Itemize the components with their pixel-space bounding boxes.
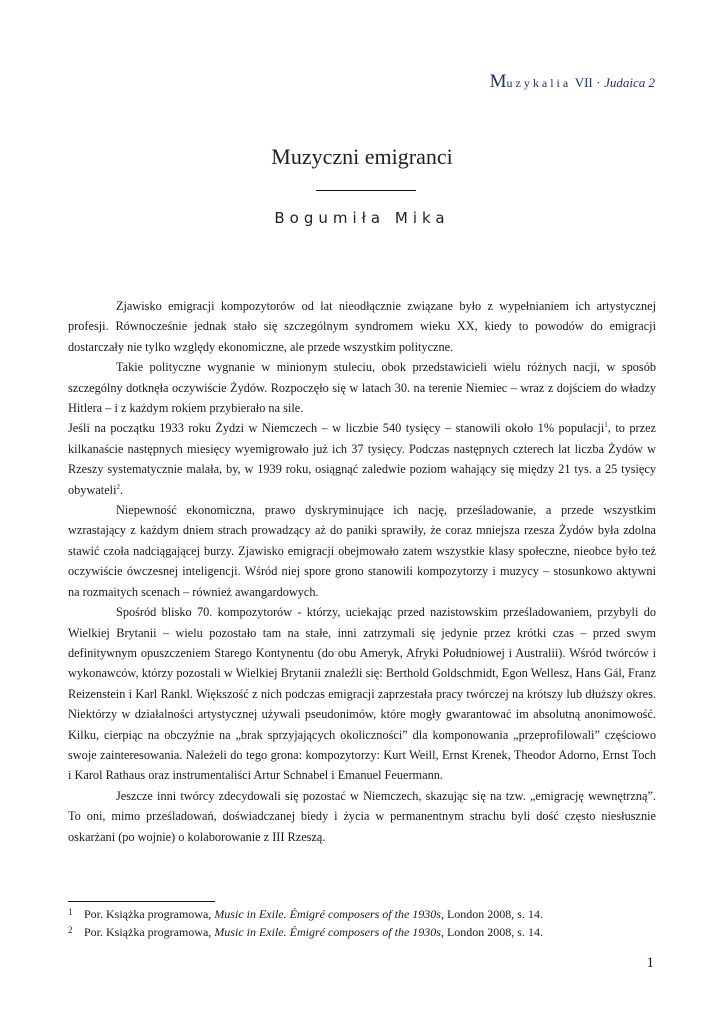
article-body xyxy=(68,296,656,847)
footnote-suffix: , London 2008, s. 14. xyxy=(440,925,543,939)
paragraph-2: Takie polityczne wygnanie w minionym stuleciu, obok przedstawicieli wielu różnych nacji, w sposób szczególny dotknęła oczywiście Żydów. Rozpoczęło się w latach 30. na terenie Niemiec – wraz z dojściem do władzy Hitlera – i z każdym rokiem przybierało na sile. xyxy=(68,360,656,416)
paragraph-1: Zjawisko emigracji kompozytorów od lat nieodłącznie związane było z wypełnianiem ich artystycznej profesji. Równocześnie jednak stało się szczególnym syndromem wieku XX, kiedy to powodów do emigracji dostarczały nie tylko względy ekonomiczne, ale przede wszystkim polityczne. xyxy=(68,299,656,354)
paragraph-3-text-end: . xyxy=(120,482,124,497)
footnote-suffix: , London 2008, s. 14. xyxy=(440,907,543,921)
header-brand-initial: M xyxy=(489,71,507,92)
header-separator: · xyxy=(596,75,601,90)
article-author: Bogumiła Mika xyxy=(274,209,450,227)
paragraph-4: Niepewność ekonomiczna, prawo dyskryminujące ich nację, prześladowanie, a przede wszystkim wzrastający z każdym dniem strach prowadzący aż do paniki sprawiły, że coraz mniejsza rzesza Żydów była zdolna stawić czoła nadciągającej burzy. Zjawisko emigracji obejmowało zatem wszystkie klasy społeczne, nieobce było też oczywiście ówczesnej inteligencji. Wśród niej spore grono stanowili kompozytorzy i muzycy – stosunkowo aktywni na rozmaitych scenach – również awangardowych. xyxy=(68,503,656,599)
title-divider xyxy=(316,190,416,191)
footnote-book-title: Music in Exile. Émigré composers of the 1930s xyxy=(214,925,441,939)
footnotes xyxy=(68,904,658,940)
footnote-ref-1[interactable]: 1 xyxy=(604,421,608,430)
footnote-book-title: Music in Exile. Émigré composers of the 1930s xyxy=(214,907,441,921)
paragraph-5: Spośród blisko 70. kompozytorów - którzy, uciekając przed nazistowskim prześladowaniem, przybyli do Wielkiej Brytanii – wielu pozostało tam na stałe, inni zatrzymali się jedynie przez krótki czas – przed swym definitywnym opuszczeniem Starego Kontynentu (do obu Ameryk, Afryki Południowej i Australii). Wśród twórców i wykonawców, którzy pozostali w Wielkiej Brytanii znaleźli się: Berthold Goldschmidt, Egon Wellesz, Hans Gál, Franz Reizenstein i Karl Rankl. Większość z nich podczas emigracji zaprzestała pracy twórczej na krótszy lub dłuższy okres. Niektórzy w działalności artystycznej używali pseudonimów, które mogły gwarantować im absolutną anonimowość. Kilku, cierpiąc na obczyźnie na „brak sprzyjających okoliczności” dla komponowania „przeprofilowali” częściowo swoje zainteresowania. Należeli do tego grona: kompozytorzy: Kurt Weill, Ernst Krenek, Theodor Adorno, Ernst Toch i Karol Rathaus oraz instrumentaliści Artur Schnabel i Emanuel Feuermann. xyxy=(68,605,656,783)
page-number: 1 xyxy=(646,955,654,971)
paragraph-3-text-a: Jeśli na początku 1933 roku Żydzi w Niemczech – w liczbie 540 tysięcy – stanowili około 1% populacji xyxy=(68,421,605,436)
footnote-text xyxy=(84,907,543,921)
header-volume: VII xyxy=(574,75,593,90)
footnote-text xyxy=(84,925,543,939)
running-header xyxy=(490,71,655,93)
article-title: Muzyczni emigranci xyxy=(271,144,453,169)
paragraph-3-text-b: , to przez kilkanaście następnych miesięcy wyemigrowało już ich 37 tysięcy. Podczas następnych czterech lat liczba Żydów w Rzeszy systematycznie malała, by, w 1939 roku, osiągnąć zaledwie poziom wahający się między 21 tys. a 25 tysięcy obywateli xyxy=(68,421,656,497)
footnote-2 xyxy=(68,922,658,940)
paragraph-6: Jeszcze inni twórcy zdecydowali się pozostać w Niemczech, skazując się na tzw. „emigrację wewnętrzną”. To oni, mimo prześladowań, doświadczanej biedy i życia w permanentnym strachu byli dość często niesłusznie oskarżani (po wojnie) o kolaborowanie z III Rzeszą. xyxy=(68,788,656,844)
paragraph-3 xyxy=(68,418,656,500)
footnote-number: 1 xyxy=(68,907,73,917)
header-series: Judaica 2 xyxy=(604,75,655,90)
footnote-divider xyxy=(68,901,215,902)
footnote-prefix: Por. Książka programowa, xyxy=(84,925,215,939)
footnote-number: 2 xyxy=(68,925,73,935)
footnote-prefix: Por. Książka programowa, xyxy=(84,907,215,921)
header-brand-rest: uzykalia xyxy=(506,76,572,90)
footnote-1 xyxy=(68,904,658,922)
footnote-ref-2[interactable]: 2 xyxy=(116,482,120,491)
